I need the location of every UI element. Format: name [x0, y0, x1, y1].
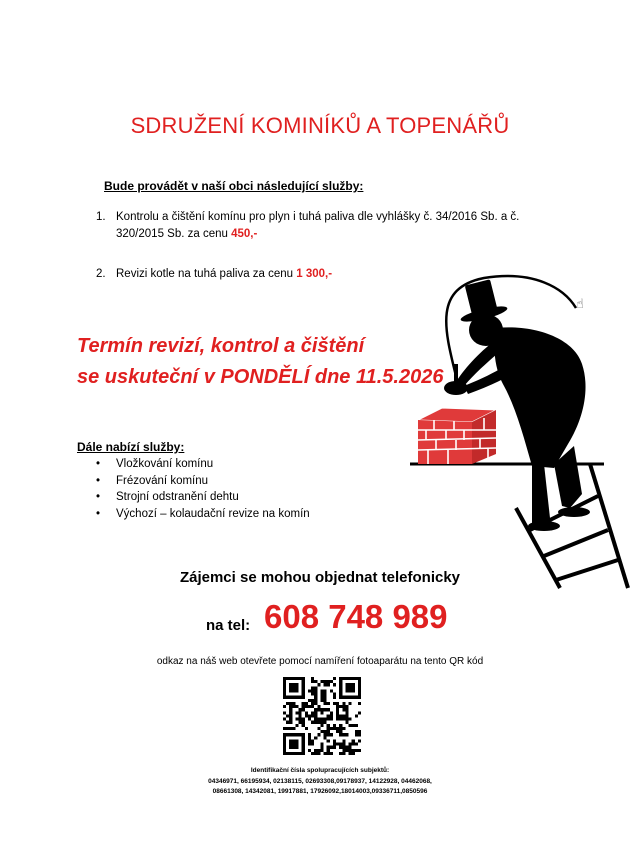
- more-services-list: [96, 456, 310, 522]
- qr-code-icon[interactable]: [283, 677, 361, 755]
- more-services-heading: Dále nabízí služby:: [77, 440, 185, 454]
- service-text: Kontrolu a čištění komínu pro plyn i tuhá paliva dle vyhlášky č. 34/2016 Sb. a č. 320/2015 Sb. za cenu: [116, 211, 520, 240]
- list-item: [96, 456, 310, 473]
- web-link-note: odkaz na náš web otevřete pomocí namíření fotoaparátu na tento QR kód: [156, 656, 484, 667]
- list-item-text: Vložkování komínu: [116, 458, 214, 470]
- ident-line-1: 04346971, 66195934, 02138115, 02693308,09178937, 14122928, 04462068,: [208, 778, 432, 785]
- list-item-text: Výchozí – kolaudační revize na komín: [116, 507, 310, 520]
- term-line-1: Termín revizí, kontrol a čištění: [77, 335, 365, 357]
- service-price: 450,-: [231, 228, 258, 240]
- list-item: [96, 473, 310, 490]
- service-item-1: [96, 209, 536, 243]
- list-item-text: Frézování komínu: [116, 474, 209, 487]
- bullet: •: [96, 458, 101, 470]
- ident-line-2: 08661308, 14342081, 19917881, 17926092,18014003,09336711,0850596: [212, 788, 428, 795]
- sweep-figure: [456, 279, 590, 531]
- list-item-text: Strojní odstranění dehtu: [116, 491, 239, 503]
- service-text: Revizi kotle na tuhá paliva za cenu: [116, 268, 297, 280]
- chimney-sweep-illustration: [404, 268, 640, 600]
- services-intro: Bude provádět v naší obci následující služby:: [104, 179, 364, 193]
- brick-chimney-icon: [418, 408, 496, 464]
- page-title: SDRUŽENÍ KOMINÍKŮ A TOPENÁŘŮ: [130, 113, 510, 138]
- bullet: •: [96, 507, 101, 520]
- ident-numbers: [185, 777, 455, 797]
- phone-number[interactable]: 608 748 989: [264, 598, 448, 635]
- term-line-2: se uskuteční v PONDĚLÍ dne 11.5.2026: [77, 366, 444, 388]
- bullet: •: [96, 474, 101, 487]
- list-item: [96, 489, 310, 506]
- order-heading: Zájemci se mohou objednat telefonicky: [179, 569, 461, 586]
- list-item: [96, 506, 310, 523]
- ident-heading: Identifikační čísla spolupracujících subjektů:: [250, 767, 390, 774]
- bullet: •: [96, 491, 101, 503]
- phone-label: na tel:: [206, 617, 251, 634]
- service-number: 2.: [96, 268, 106, 280]
- hand-cursor-icon: ☝: [576, 296, 584, 311]
- service-number: 1.: [96, 211, 106, 223]
- term-announcement: [77, 331, 443, 393]
- service-price: 1 300,-: [296, 268, 333, 280]
